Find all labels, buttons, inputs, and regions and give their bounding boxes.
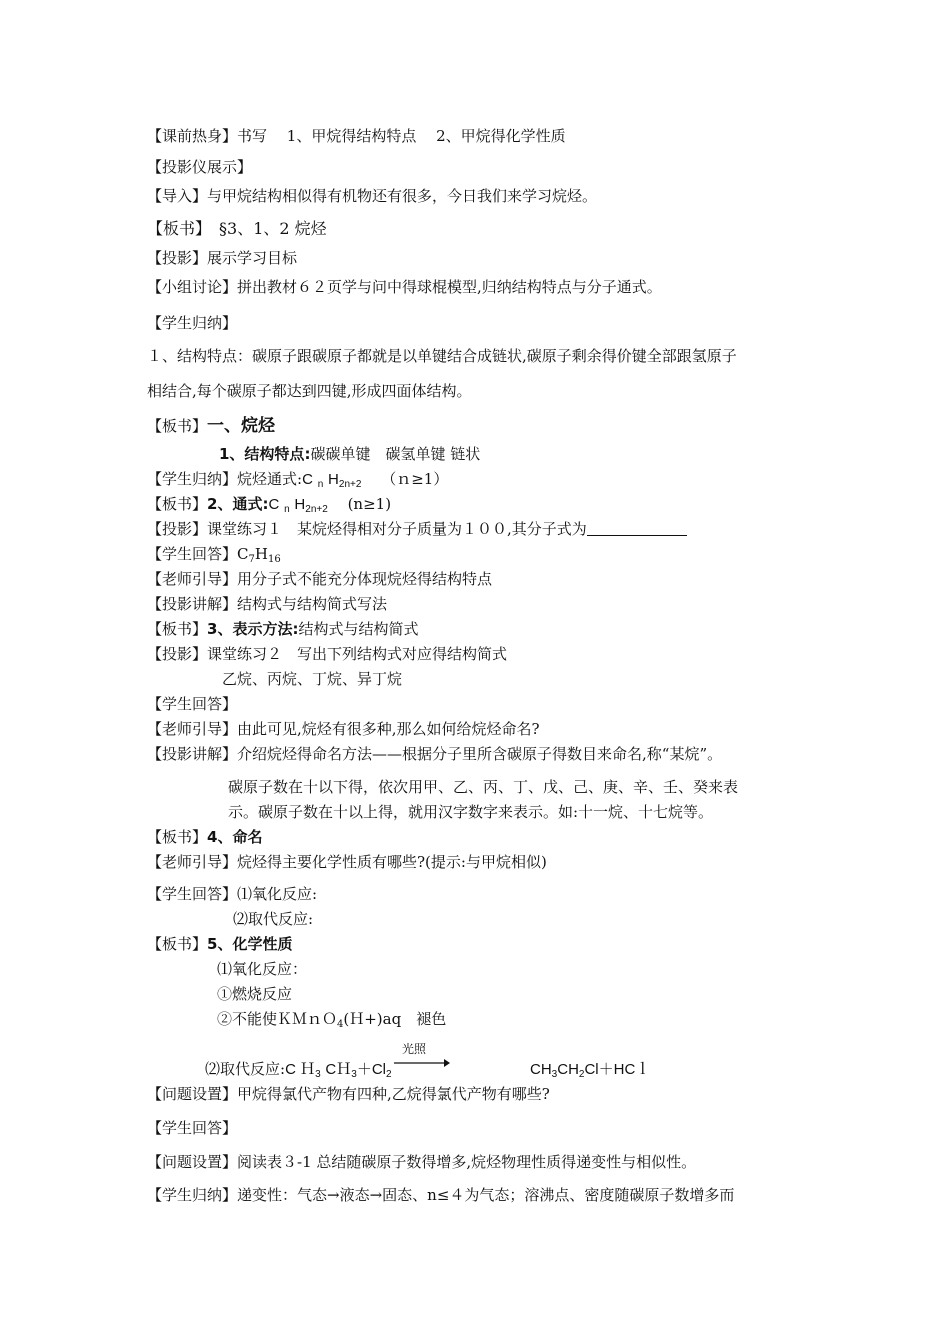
tag: 【板书】 [147, 828, 208, 846]
line-oxidation: ⑴氧化反应： [217, 960, 308, 978]
tag: 【学生回答】 [147, 695, 238, 713]
line-kmno4: ②不能使ＫＭｎＯ$_4$(Ｈ+)aq 褪色 [217, 1010, 447, 1030]
line-student-sum-2: 【学生归纳】递变性：气态→液态→固态、n≤４为气态；溶沸点、密度随碳原子数增多而 [147, 1186, 735, 1204]
line-student-answer-2 [147, 694, 237, 714]
line-naming-rule-2: 示。碳原子数在十以上得，就用汉字数字来表示。如:十一烷、十七烷等。 [228, 803, 714, 821]
line-goals: 【投影】展示学习目标 [147, 249, 298, 267]
line-board-naming: 【板书】4、命名 [147, 828, 263, 846]
tag: 【投影】 [147, 645, 208, 663]
line-structure-1: １、结构特点：碳原子跟碳原子都就是以单键结合成链状,碳原子剩余得价键全部跟氢原子 [147, 347, 737, 365]
tag: 【投影】 [147, 249, 208, 267]
tag: 【问题设置】 [147, 1085, 238, 1103]
tag: 【板书】 [147, 495, 208, 513]
line-student-answer-4 [147, 1118, 237, 1138]
tag: 【学生回答】 [147, 1119, 238, 1137]
reaction-product: $CH_3CH_2Cl+HCl$ [530, 1061, 651, 1080]
tag: 【投影讲解】 [147, 595, 238, 613]
line-structure-feature: 1、结构特点:碳碳单键 碳氢单键 链状 [219, 445, 481, 463]
answer-blank [587, 520, 687, 536]
line-structure-2: 相结合,每个碳原子都达到四键,形成四面体结构。 [147, 382, 472, 400]
tag: 【板书】 [147, 219, 204, 238]
arrow-condition-label: 光照 [402, 1042, 427, 1056]
line-alkane-list: 乙烷、丙烷、丁烷、异丁烷 [222, 670, 403, 688]
tag: 【学生回答】 [147, 545, 238, 563]
tag: 【学生归纳】 [147, 470, 238, 488]
line-substitution-reaction: ⑵取代反应:C Ｈ$_3$ $CH_3+Cl_2$ [205, 1060, 392, 1080]
tag: 【投影仪展示】 [147, 158, 253, 176]
tag: 【学生归纳】 [147, 1186, 238, 1204]
line-board-title: 【板书】 §3、1、2 烷烃 [147, 219, 327, 238]
tag: 【板书】 [147, 417, 208, 435]
line-combustion: ①燃烧反应 [217, 985, 293, 1003]
tag: 【导入】 [147, 187, 208, 205]
tag: 【板书】 [147, 935, 208, 953]
line-board-formula: 【板书】2、通式:C $_n$ $H_{2n+2}$ (n≥1) [147, 495, 392, 515]
line-student-sum [147, 313, 237, 333]
line-board-alkane: 【板书】一、烷烃 [147, 416, 276, 436]
line-teacher-guide-3: 【老师引导】烷烃得主要化学性质有哪些?(提示:与甲烷相似) [147, 853, 547, 871]
reaction-arrow [394, 1040, 454, 1076]
line-general-formula: 【学生归纳】烷烃通式:C $_n$ $H_{2n+2}$ （ｎ≥1） [147, 470, 449, 490]
line-discussion: 【小组讨论】拼出教材６２页学与问中得球棍模型,归纳结构特点与分子通式。 [147, 278, 662, 296]
line-naming-method: 【投影讲解】介绍烷烃得命名方法——根据分子里所含碳原子得数目来命名,称“某烷”。 [147, 745, 723, 763]
right-arrow-icon [394, 1058, 450, 1068]
tag: 【板书】 [147, 620, 208, 638]
tag: 【小组讨论】 [147, 278, 238, 296]
line-teacher-guide-2: 【老师引导】由此可见,烷烃有很多种,那么如何给烷烃命名? [147, 720, 540, 738]
tag: 【投影讲解】 [147, 745, 238, 763]
tag: 【课前热身】 [147, 127, 238, 145]
line-question-1: 【问题设置】甲烷得氯代产物有四种,乙烷得氯代产物有哪些? [147, 1085, 550, 1103]
line-exercise-2: 【投影】课堂练习２ 写出下列结构式对应得结构简式 [147, 645, 508, 663]
line-board-chem-props: 【板书】5、化学性质 [147, 935, 293, 953]
tag: 【老师引导】 [147, 853, 238, 871]
tag: 【问题设置】 [147, 1153, 238, 1171]
line-answer-c7h16: 【学生回答】$C_7H_{16}$ [147, 545, 281, 565]
line-board-representation: 【板书】3、表示方法:结构式与结构简式 [147, 620, 419, 638]
tag: 【学生回答】 [147, 885, 238, 903]
line-teacher-guide-1: 【老师引导】用分子式不能充分体现烷烃得结构特点 [147, 570, 493, 588]
line-naming-rule-1: 碳原子数在十以下得，依次用甲、乙、丙、丁、戊、己、庚、辛、壬、癸来表 [228, 778, 739, 796]
tag: 【老师引导】 [147, 570, 238, 588]
line-warmup: 【课前热身】书写 1、甲烷得结构特点 2、甲烷得化学性质 [147, 127, 566, 145]
line-exercise-1: 【投影】课堂练习１ 某烷烃得相对分子质量为１００,其分子式为 [147, 519, 687, 539]
line-substitution-answer: ⑵取代反应: [233, 910, 314, 928]
line-question-2: 【问题设置】阅读表３-1 总结随碳原子数得增多,烷烃物理性质得递变性与相似性。 [147, 1153, 697, 1171]
tag: 【学生归纳】 [147, 314, 238, 332]
line-projector [147, 157, 252, 177]
tag: 【投影】 [147, 520, 208, 538]
line-projection-explain-1: 【投影讲解】结构式与结构简式写法 [147, 595, 388, 613]
line-intro: 【导入】与甲烷结构相似得有机物还有很多，今日我们来学习烷烃。 [147, 187, 598, 205]
tag: 【老师引导】 [147, 720, 238, 738]
line-student-answer-3: 【学生回答】⑴氧化反应: [147, 885, 318, 903]
